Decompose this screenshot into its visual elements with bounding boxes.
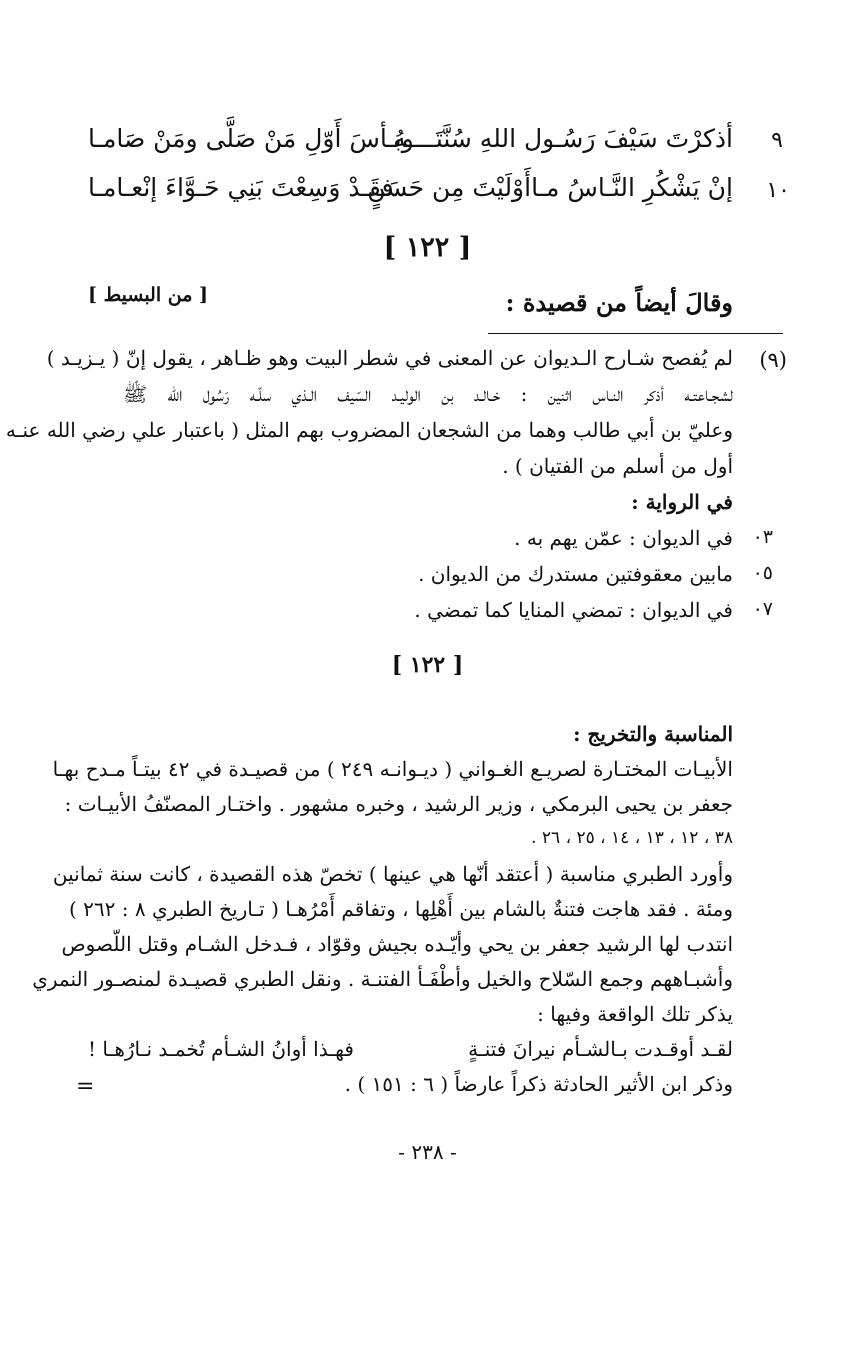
verse-second-hemistich: وبـأسَ أَوّلِ مَنْ صَلَّى ومَنْ صَامـا bbox=[88, 124, 414, 153]
footnote-separator bbox=[488, 333, 783, 334]
footnote-number: (٩) bbox=[759, 348, 787, 372]
riwaya-item-number: ٠٥ bbox=[752, 562, 773, 584]
verse-number: ٩ bbox=[771, 128, 783, 153]
riwaya-heading: في الرواية : bbox=[631, 490, 733, 514]
verse-number: ١٠ bbox=[766, 178, 790, 203]
verse-first-hemistich: أذكرْتَ سَيْفَ رَسُـول اللهِ سُنَّتَــــهُ bbox=[393, 124, 733, 153]
paragraph-line: ٣٨ ، ١٢ ، ١٣ ، ١٤ ، ٢٥ ، ٢٦ . bbox=[531, 828, 733, 848]
page-number: - ٢٣٨ - bbox=[398, 1140, 457, 1164]
paragraph-line: ومئة . فقد هاجت فتنةٌ بالشام بين أَهْلِها ، وتفاقم أَمْرُهـا ( تـاريخ الطبري ٨ : ٢٦٢ ) bbox=[68, 897, 733, 921]
footnote-line: لم يُفصح شـارح الـديوان عن المعنى في شطر البيت وهو ظـاهر ، يقول إنّ ( يـزيـد ) bbox=[46, 346, 733, 370]
paragraph-line: الأبيـات المختـارة لصريـع الغـواني ( ديـوانـه ٢٤٩ ) من قصيـدة في ٤٢ بيتـاً مـدح بهـا bbox=[52, 757, 733, 781]
footnote-section-number: [ ١٢٢ ] bbox=[391, 652, 464, 678]
riwaya-item: في الديوان : تمضي المنايا كما تمضي . bbox=[414, 598, 733, 622]
paragraph-line: انتدب لها الرشيد جعفر بن يحي وأيّـده بجيش وقوّاد ، فـدخل الشـام وقتل اللّصوص bbox=[61, 932, 733, 956]
poem-intro: وقالَ أيضاً من قصيدة : bbox=[505, 288, 733, 317]
riwaya-item-number: ٠٣ bbox=[752, 526, 773, 548]
paragraph-line: يذكر تلك الواقعة وفيها : bbox=[537, 1002, 733, 1026]
quoted-verse-first-hemistich: لقـد أوقـدت بـالشـأم نيرانَ فتنـةٍ bbox=[468, 1037, 733, 1061]
paragraph-line: وأورد الطبري مناسبة ( أعتقد أنّها هي عينها ) تخصّ هذه القصيدة ، كانت سنة ثمانين bbox=[52, 862, 733, 886]
paragraph-line: وأشبـاههم وجمع السّلاح والخيل وأطْفَـأ الفتنـة . ونقل الطبري قصيـدة لمنصـور النمري bbox=[32, 967, 733, 991]
riwaya-item-number: ٠٧ bbox=[752, 598, 773, 620]
verse-second-hemistich: فقَـدْ وَسِعْتَ بَنِي حَـوَّاءَ إنْعـامـا bbox=[88, 173, 394, 202]
verse-first-hemistich: إنْ يَشْكُرِ النَّـاسُ مـاأَوْلَيْتَ مِن حَسَنٍ bbox=[367, 173, 733, 202]
paragraph-line: وذكر ابن الأثير الحادثة ذكراً عارضاً ( ٦ : ١٥١ ) . bbox=[344, 1072, 733, 1096]
footnote-line: أول من أسلم من الفتيان ) . bbox=[502, 454, 733, 478]
riwaya-item: مابين معقوفتين مستدرك من الديوان . bbox=[418, 562, 733, 586]
footnote-line: وعليّ بن أبي طالب وهما من الشجعان المضروب بهم المثل ( باعتبار علي رضي الله عنـه bbox=[5, 418, 733, 442]
poem-meter: [ من البسيط ] bbox=[88, 284, 208, 306]
quoted-verse-second-hemistich: فهـذا أوانُ الشـأم تُخمـد نـارُهـا ! bbox=[88, 1037, 354, 1061]
continuation-mark: = bbox=[76, 1074, 95, 1099]
munasaba-heading: المناسبة والتخريج : bbox=[573, 722, 733, 746]
paragraph-line: جعفر بن يحيى البرمكي ، وزير الرشيد ، وخبره مشهور . واختـار المصنّفُ الأبيـات : bbox=[64, 792, 733, 816]
footnote-line: لشجـاعتـه أذكر النـاس اثنين : خـالـد بن الوليـد السّيف الـذي سلّـه رَسُول الله ﷺ bbox=[123, 382, 733, 406]
section-number: [ ١٢٢ ] bbox=[383, 232, 472, 263]
riwaya-item: في الديوان : عمّن يهم به . bbox=[514, 526, 733, 550]
